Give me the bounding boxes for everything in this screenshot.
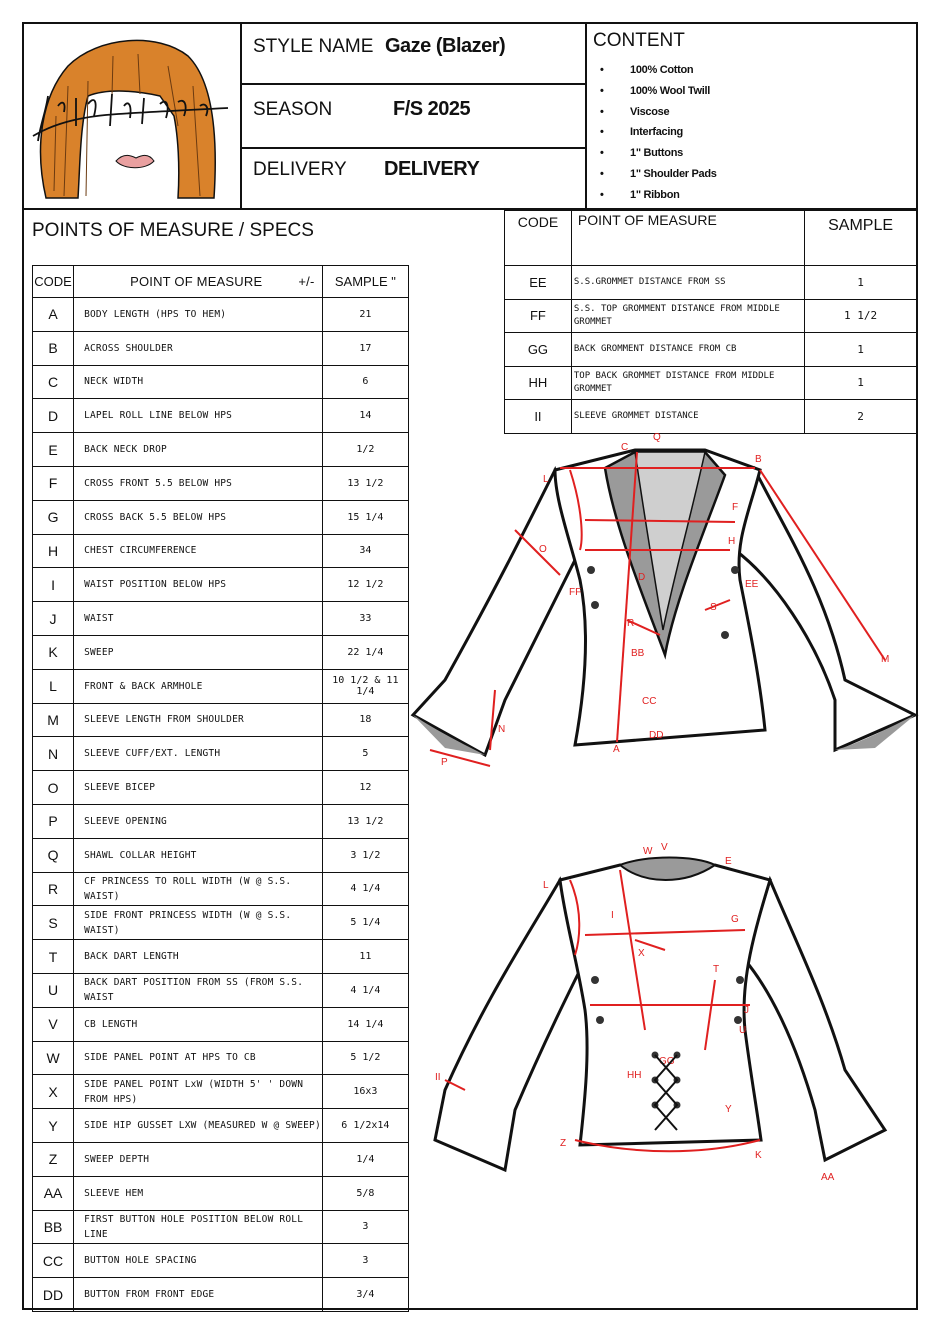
content-divider xyxy=(585,22,587,210)
spec-pom: SIDE PANEL POINT AT HPS TO CB xyxy=(74,1041,323,1075)
spec-sample: 4 1/4 xyxy=(322,872,408,906)
spec-row xyxy=(33,973,409,1007)
spec-pom: SWEEP xyxy=(74,635,323,669)
spec-pom: FRONT & BACK ARMHOLE xyxy=(74,669,323,703)
front-label: BB xyxy=(631,648,645,659)
spec-pom: SHAWL COLLAR HEIGHT xyxy=(74,838,323,872)
spec-pom: CB LENGTH xyxy=(74,1007,323,1041)
back-sketch xyxy=(405,840,920,1185)
spec-code: U xyxy=(33,973,74,1007)
tolerance-header: +/- xyxy=(298,274,315,289)
back-label: Y xyxy=(725,1104,732,1115)
content-item: • Interfacing xyxy=(600,122,717,143)
spec-pom: SLEEVE OPENING xyxy=(74,804,323,838)
spec-code: S xyxy=(33,906,74,940)
spec-pom: BODY LENGTH (HPS TO HEM) xyxy=(74,298,323,332)
spec2-sample: 1 xyxy=(805,266,917,300)
spec-sample: 13 1/2 xyxy=(322,466,408,500)
back-label: U xyxy=(739,1025,747,1036)
front-label: H xyxy=(728,536,736,547)
spec-code: G xyxy=(33,500,74,534)
lips xyxy=(116,155,154,167)
spec-row xyxy=(33,534,409,568)
spec-sample: 5 1/4 xyxy=(322,906,408,940)
front-label: O xyxy=(539,544,547,555)
front-label: Q xyxy=(653,432,661,443)
spec-code: I xyxy=(33,568,74,602)
spec2-row xyxy=(505,266,917,300)
spec-sample: 18 xyxy=(322,703,408,737)
spec-code: F xyxy=(33,466,74,500)
spec-code: L xyxy=(33,669,74,703)
spec-row xyxy=(33,365,409,399)
spec-code: V xyxy=(33,1007,74,1041)
spec2-code: II xyxy=(505,400,572,434)
spec-row xyxy=(33,298,409,332)
spec-row xyxy=(33,399,409,433)
code-header: CODE xyxy=(33,266,74,298)
spec-row xyxy=(33,1075,409,1109)
content-item: • 1" Shoulder Pads xyxy=(600,164,717,185)
spec-sample: 5 1/2 xyxy=(322,1041,408,1075)
spec-row xyxy=(33,906,409,940)
spec-code: C xyxy=(33,365,74,399)
front-label: N xyxy=(498,724,506,735)
spec-sample: 3/4 xyxy=(322,1278,408,1312)
back-label: X xyxy=(638,948,645,959)
spec2-row xyxy=(505,400,917,434)
content-item: • 100% Wool Twill xyxy=(600,81,717,102)
content-item: • Viscose xyxy=(600,102,717,123)
spec-code: D xyxy=(33,399,74,433)
spec-code: BB xyxy=(33,1210,74,1244)
spec-code: B xyxy=(33,331,74,365)
spec-pom: ACROSS SHOULDER xyxy=(74,331,323,365)
spec-row xyxy=(33,1244,409,1278)
spec-row xyxy=(33,1041,409,1075)
spec-code: W xyxy=(33,1041,74,1075)
spec-row xyxy=(33,838,409,872)
front-label: D xyxy=(638,572,646,583)
back-label: AA xyxy=(821,1172,835,1183)
back-label: GG xyxy=(659,1056,675,1067)
spec-sample: 17 xyxy=(322,331,408,365)
back-label: HH xyxy=(627,1070,642,1081)
content-title: CONTENT xyxy=(593,30,685,51)
spec-code: N xyxy=(33,737,74,771)
spec-pom: FIRST BUTTON HOLE POSITION BELOW ROLL LINE xyxy=(74,1210,323,1244)
spec-pom: CROSS FRONT 5.5 BELOW HPS xyxy=(74,466,323,500)
spec-code: H xyxy=(33,534,74,568)
spec-code: Y xyxy=(33,1109,74,1143)
back-label: Z xyxy=(560,1138,567,1149)
spec-row xyxy=(33,1176,409,1210)
spec-sample: 14 xyxy=(322,399,408,433)
spec2-header-row xyxy=(505,211,917,266)
front-label: CC xyxy=(642,696,657,707)
spec-row xyxy=(33,737,409,771)
spec-row xyxy=(33,872,409,906)
brand-logo xyxy=(28,26,234,206)
spec-row xyxy=(33,1278,409,1312)
front-label: A xyxy=(613,744,620,755)
spec-code: O xyxy=(33,771,74,805)
spec-sample: 1/4 xyxy=(322,1142,408,1176)
spec-pom: SWEEP DEPTH xyxy=(74,1142,323,1176)
spec-pom: SLEEVE BICEP xyxy=(74,771,323,805)
spec-row xyxy=(33,466,409,500)
spec2-row xyxy=(505,366,917,400)
spec-pom: WAIST xyxy=(74,602,323,636)
spec-sample: 12 1/2 xyxy=(322,568,408,602)
spec-sample: 13 1/2 xyxy=(322,804,408,838)
front-label: M xyxy=(881,654,890,665)
spec2-row xyxy=(505,299,917,333)
spec-sample: 6 xyxy=(322,365,408,399)
front-label: L xyxy=(543,474,549,485)
sample-header: SAMPLE " xyxy=(322,266,408,298)
spec-pom: SIDE PANEL POINT LxW (WIDTH 5' ' DOWN FROM HPS) xyxy=(74,1075,323,1109)
spec-pom: SIDE HIP GUSSET LXW (MEASURED W @ SWEEP) xyxy=(74,1109,323,1143)
front-label: P xyxy=(441,757,448,768)
delivery-label: DELIVERY xyxy=(253,159,347,180)
spec-row xyxy=(33,703,409,737)
delivery-value: DELIVERY xyxy=(384,158,480,180)
spec-row xyxy=(33,568,409,602)
content-item: • 1" Buttons xyxy=(600,143,717,164)
spec-sample: 5/8 xyxy=(322,1176,408,1210)
front-left-sleeve xyxy=(413,470,580,755)
front-label: FF xyxy=(569,587,582,598)
spec-sample: 14 1/4 xyxy=(322,1007,408,1041)
back-label: G xyxy=(731,914,739,925)
spec-row xyxy=(33,804,409,838)
sample-header-2: SAMPLE xyxy=(805,211,917,266)
spec-body xyxy=(33,298,409,1312)
spec-pom: WAIST POSITION BELOW HPS xyxy=(74,568,323,602)
front-label: C xyxy=(621,442,629,453)
back-label: J xyxy=(744,1005,749,1016)
spec-pom: BACK DART LENGTH xyxy=(74,940,323,974)
back-left-sleeve xyxy=(435,880,585,1170)
spec-row xyxy=(33,1007,409,1041)
spec2-code: FF xyxy=(505,299,572,333)
spec-code: Q xyxy=(33,838,74,872)
back-label: L xyxy=(543,880,549,891)
spec-pom: SLEEVE LENGTH FROM SHOULDER xyxy=(74,703,323,737)
spec-row xyxy=(33,635,409,669)
spec-row xyxy=(33,500,409,534)
spec-sample: 16x3 xyxy=(322,1075,408,1109)
spec-sample: 11 xyxy=(322,940,408,974)
spec-row xyxy=(33,331,409,365)
spec2-row xyxy=(505,333,917,367)
spec2-code: EE xyxy=(505,266,572,300)
spec-pom: SLEEVE HEM xyxy=(74,1176,323,1210)
back-label: E xyxy=(725,856,732,867)
spec2-pom: BACK GROMMENT DISTANCE FROM CB xyxy=(571,333,804,367)
spec-code: K xyxy=(33,635,74,669)
spec-sample: 6 1/2x14 xyxy=(322,1109,408,1143)
spec-sample: 12 xyxy=(322,771,408,805)
spec-sample: 4 1/4 xyxy=(322,973,408,1007)
spec-code: Z xyxy=(33,1142,74,1176)
spec-row xyxy=(33,940,409,974)
spec2-pom: S.S.GROMMET DISTANCE FROM SS xyxy=(571,266,804,300)
spec-row xyxy=(33,602,409,636)
spec-sample: 33 xyxy=(322,602,408,636)
back-label: W xyxy=(643,846,653,857)
spec-sample: 15 1/4 xyxy=(322,500,408,534)
style-name-value: Gaze (Blazer) xyxy=(385,35,506,57)
pom-header-2: POINT OF MEASURE xyxy=(571,211,804,266)
back-label: V xyxy=(661,842,668,853)
content-list xyxy=(600,60,717,206)
spec2-sample: 1 1/2 xyxy=(805,299,917,333)
spec-pom: LAPEL ROLL LINE BELOW HPS xyxy=(74,399,323,433)
front-label: EE xyxy=(745,579,759,590)
spec2-pom: TOP BACK GROMMET DISTANCE FROM MIDDLE GROMMET xyxy=(571,366,804,400)
front-label: B xyxy=(755,454,762,465)
spec-pom: BACK DART POSITION FROM SS (FROM S.S. WAIST xyxy=(74,973,323,1007)
spec-table xyxy=(32,265,409,1312)
pom-title: POINTS OF MEASURE / SPECS xyxy=(32,220,314,241)
spec-code: AA xyxy=(33,1176,74,1210)
spec-row xyxy=(33,1109,409,1143)
spec-pom: NECK WIDTH xyxy=(74,365,323,399)
spec2-pom: SLEEVE GROMMET DISTANCE xyxy=(571,400,804,434)
logo-divider xyxy=(240,22,242,210)
front-sketch xyxy=(405,430,920,770)
spec2-pom: S.S. TOP GROMMENT DISTANCE FROM MIDDLE GROMMET xyxy=(571,299,804,333)
spec2-code: HH xyxy=(505,366,572,400)
back-label: T xyxy=(713,964,720,975)
spec-code: R xyxy=(33,872,74,906)
spec-pom: BACK NECK DROP xyxy=(74,433,323,467)
front-label: R xyxy=(627,618,635,629)
spec-sample: 21 xyxy=(322,298,408,332)
spec2-sample: 1 xyxy=(805,333,917,367)
spec-header-row xyxy=(33,266,409,298)
spec-code: J xyxy=(33,602,74,636)
style-name-label: STYLE NAME xyxy=(253,36,374,57)
season-label: SEASON xyxy=(253,99,333,120)
spec-pom: SIDE FRONT PRINCESS WIDTH (W @ S.S. WAIST) xyxy=(74,906,323,940)
front-label: DD xyxy=(649,730,664,741)
spec-pom: CF PRINCESS TO ROLL WIDTH (W @ S.S. WAIST) xyxy=(74,872,323,906)
content-item: • 100% Cotton xyxy=(600,60,717,81)
spec2-sample: 2 xyxy=(805,400,917,434)
front-label: F xyxy=(732,502,739,513)
spec2-code: GG xyxy=(505,333,572,367)
spec-sample: 1/2 xyxy=(322,433,408,467)
spec-row xyxy=(33,1142,409,1176)
spec-pom: CROSS BACK 5.5 BELOW HPS xyxy=(74,500,323,534)
season-value: F/S 2025 xyxy=(393,98,471,120)
spec-row xyxy=(33,669,409,703)
style-row-rule xyxy=(240,83,587,85)
spec-code: X xyxy=(33,1075,74,1109)
spec-sample: 10 1/2 & 11 1/4 xyxy=(322,669,408,703)
spec-row xyxy=(33,1210,409,1244)
back-right-sleeve xyxy=(745,880,885,1160)
back-label: I xyxy=(611,910,614,921)
spec-sample: 5 xyxy=(322,737,408,771)
spec-pom: BUTTON FROM FRONT EDGE xyxy=(74,1278,323,1312)
spec-code: DD xyxy=(33,1278,74,1312)
spec-pom: CHEST CIRCUMFERENCE xyxy=(74,534,323,568)
code-header-2: CODE xyxy=(505,211,572,266)
spec-sample: 34 xyxy=(322,534,408,568)
spec-sample: 3 xyxy=(322,1210,408,1244)
spec-row xyxy=(33,433,409,467)
pom-header-label: POINT OF MEASURE xyxy=(130,274,263,289)
spec-code: T xyxy=(33,940,74,974)
back-label: II xyxy=(435,1072,441,1083)
spec-pom: BUTTON HOLE SPACING xyxy=(74,1244,323,1278)
season-row-rule xyxy=(240,147,587,149)
spec-sample: 3 1/2 xyxy=(322,838,408,872)
spec-sample: 3 xyxy=(322,1244,408,1278)
spec-sample: 22 1/4 xyxy=(322,635,408,669)
spec2-sample: 1 xyxy=(805,366,917,400)
spec-code: A xyxy=(33,298,74,332)
spec-code: P xyxy=(33,804,74,838)
spec2-body xyxy=(505,266,917,434)
content-item: • 1" Ribbon xyxy=(600,185,717,206)
spec-pom: SLEEVE CUFF/EXT. LENGTH xyxy=(74,737,323,771)
back-label: K xyxy=(755,1150,762,1161)
spec-table-2 xyxy=(504,210,917,434)
spec-code: E xyxy=(33,433,74,467)
spec-code: M xyxy=(33,703,74,737)
spec-row xyxy=(33,771,409,805)
spec-code: CC xyxy=(33,1244,74,1278)
pom-header xyxy=(74,266,323,298)
front-label: S xyxy=(710,602,717,613)
